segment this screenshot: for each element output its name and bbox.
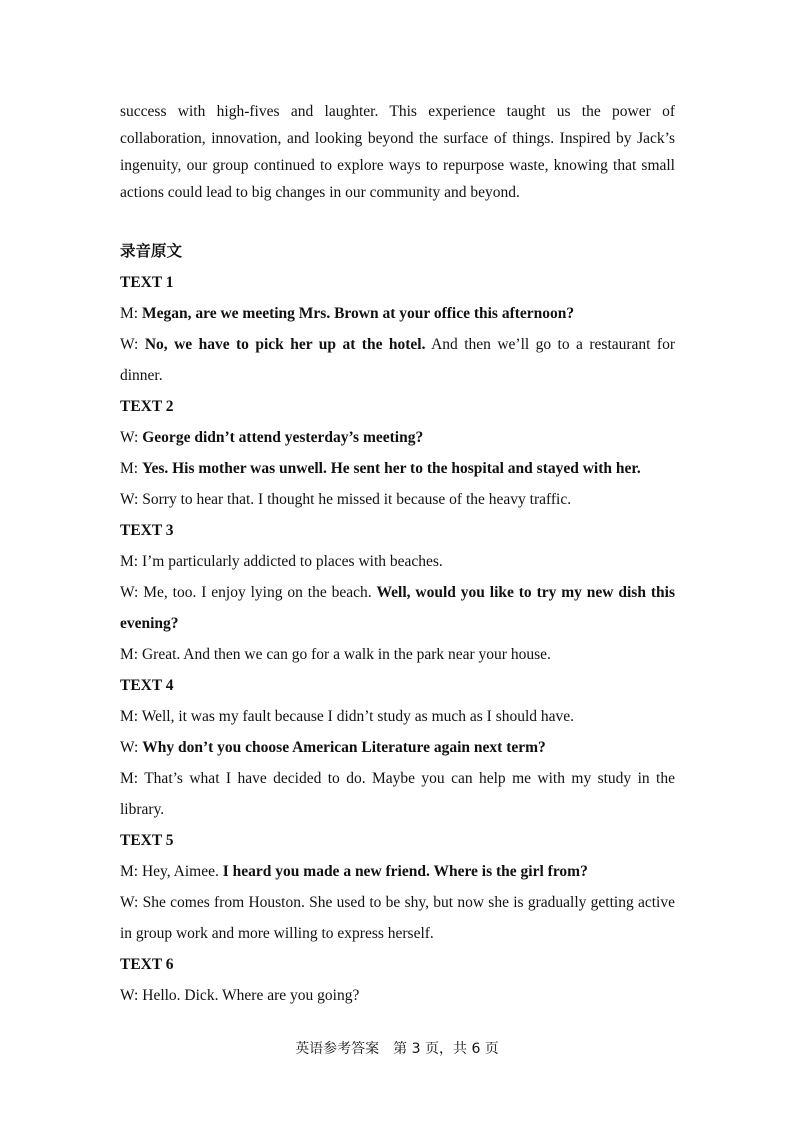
key-sentence: Why don’t you choose American Literature again next term?	[142, 739, 546, 756]
key-sentence: Yes. His mother was unwell. He sent her to the hospital and stayed with her.	[141, 460, 641, 477]
transcript-title: TEXT 5	[120, 832, 174, 849]
dialogue-text: Sorry to hear that. I thought he missed it because of the heavy traffic.	[142, 491, 572, 508]
dialogue-line	[120, 639, 675, 670]
key-sentence: Megan, are we meeting Mrs. Brown at your office this afternoon?	[141, 305, 575, 322]
dialogue-line	[120, 763, 675, 825]
speaker-label: W:	[120, 584, 144, 601]
dialogue-text: Hey, Aimee.	[141, 863, 223, 880]
key-sentence: No, we have to pick her up at the hotel.	[144, 336, 426, 353]
dialogue-line	[120, 732, 675, 763]
dialogue-line	[120, 856, 675, 887]
dialogue-text: Me, too. I enjoy lying on the beach.	[143, 584, 377, 601]
dialogue-line	[120, 577, 675, 639]
speaker-label: M:	[120, 553, 142, 570]
speaker-label: M:	[120, 770, 145, 787]
dialogue-line	[120, 453, 675, 484]
dialogue-text: I’m particularly addicted to places with beaches.	[141, 553, 443, 570]
speaker-label: W:	[120, 491, 143, 508]
speaker-label: M:	[120, 646, 142, 663]
dialogue-text: Great. And then we can go for a walk in the park near your house.	[141, 646, 551, 663]
dialogue-text: Hello. Dick. Where are you going?	[142, 987, 360, 1004]
dialogue-line	[120, 980, 675, 1011]
intro-paragraph: success with high-fives and laughter. This experience taught us the power of collaboration, innovation, and looking beyond the surface of things. Inspired by Jack’s ingenuity, our group continued to explore ways to repurpose waste, knowing that small actions could lead to big changes in our community and beyond.	[120, 103, 675, 201]
dialogue-text: She comes from Houston. She used to be shy, but now she is gradually getting active in group work and more willing to express herself.	[120, 894, 675, 942]
dialogue-line	[120, 546, 675, 577]
transcript-title: TEXT 6	[120, 956, 174, 973]
speaker-label: W:	[120, 739, 143, 756]
dialogue-text: And then we’ll go to a restaurant for dinner.	[120, 336, 675, 384]
transcript-title: TEXT 4	[120, 677, 174, 694]
dialogue-text: That’s what I have decided to do. Maybe you can help me with my study in the library.	[120, 770, 675, 818]
speaker-label: M:	[120, 863, 142, 880]
transcript-title: TEXT 1	[120, 274, 174, 291]
transcript-title: TEXT 2	[120, 398, 174, 415]
transcript-list	[120, 267, 675, 1011]
speaker-label: M:	[120, 305, 142, 322]
speaker-label: W:	[120, 894, 143, 911]
document-body	[120, 98, 675, 1011]
dialogue-line	[120, 329, 675, 391]
dialogue-line	[120, 887, 675, 949]
speaker-label: W:	[120, 429, 143, 446]
transcript-title: TEXT 3	[120, 522, 174, 539]
speaker-label: M:	[120, 460, 142, 477]
speaker-label: W:	[120, 336, 145, 353]
dialogue-line	[120, 422, 675, 453]
key-sentence: Well, would you like to try my new dish this evening?	[120, 584, 675, 632]
section-title: 录音原文	[120, 242, 183, 260]
dialogue-line	[120, 298, 675, 329]
dialogue-text: Well, it was my fault because I didn’t study as much as I should have.	[141, 708, 575, 725]
key-sentence: George didn’t attend yesterday’s meeting?	[142, 429, 424, 446]
page-footer: 英语参考答案 第 3 页，共 6 页	[295, 1041, 499, 1057]
dialogue-line	[120, 484, 675, 515]
key-sentence: I heard you made a new friend. Where is the girl from?	[222, 863, 588, 880]
speaker-label: M:	[120, 708, 142, 725]
dialogue-line	[120, 701, 675, 732]
speaker-label: W:	[120, 987, 143, 1004]
